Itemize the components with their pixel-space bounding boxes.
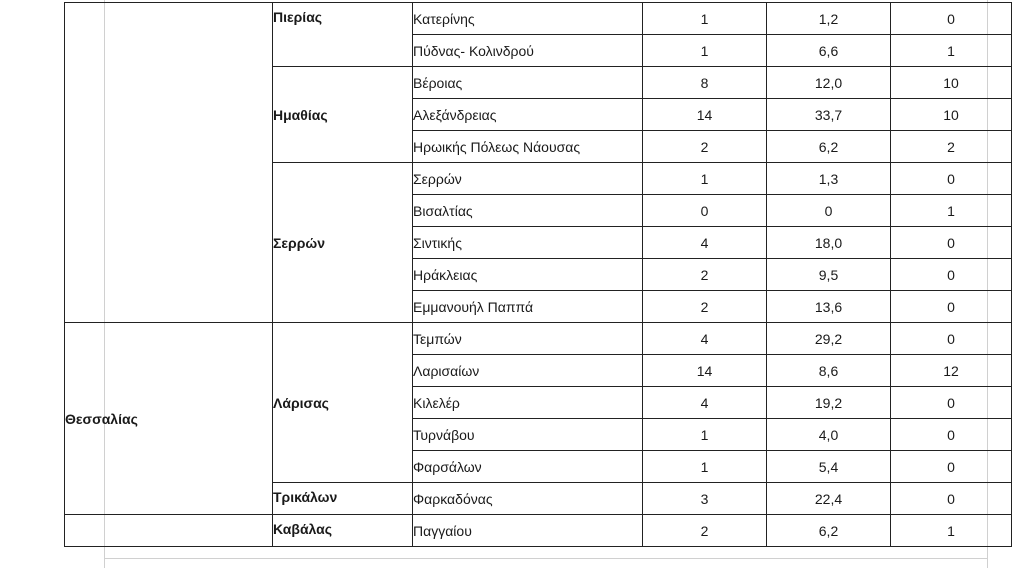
value-cell-c3: 0	[891, 387, 1012, 419]
value-cell-c3: 0	[891, 291, 1012, 323]
value-cell-c1: 2	[643, 131, 767, 163]
value-cell-c1: 4	[643, 227, 767, 259]
municipality-cell: Αλεξάνδρειας	[413, 99, 643, 131]
value-cell-c3: 2	[891, 131, 1012, 163]
regional-unit-cell: Πιερίας	[273, 3, 413, 67]
value-cell-c3: 0	[891, 163, 1012, 195]
value-cell-c3: 1	[891, 35, 1012, 67]
value-cell-c3: 1	[891, 515, 1012, 547]
value-cell-c1: 4	[643, 323, 767, 355]
municipality-cell: Πύδνας- Κολινδρού	[413, 35, 643, 67]
value-cell-c2: 6,2	[767, 515, 891, 547]
regional-unit-cell: Ημαθίας	[273, 67, 413, 163]
municipality-cell: Ηρωικής Πόλεως Νάουσας	[413, 131, 643, 163]
value-cell-c2: 13,6	[767, 291, 891, 323]
table-row	[65, 323, 1012, 355]
regional-unit-cell: Λάρισας	[273, 323, 413, 483]
value-cell-c1: 2	[643, 259, 767, 291]
value-cell-c1: 14	[643, 355, 767, 387]
value-cell-c3: 0	[891, 227, 1012, 259]
regional-unit-cell: Καβάλας	[273, 515, 413, 547]
municipality-cell: Τυρνάβου	[413, 419, 643, 451]
municipality-cell: Βισαλτίας	[413, 195, 643, 227]
table-row	[65, 3, 1012, 35]
value-cell-c1: 4	[643, 387, 767, 419]
municipality-cell: Κιλελέρ	[413, 387, 643, 419]
region-cell	[65, 3, 273, 323]
value-cell-c2: 29,2	[767, 323, 891, 355]
regional-unit-cell: Σερρών	[273, 163, 413, 323]
table-row	[65, 515, 1012, 547]
value-cell-c1: 1	[643, 419, 767, 451]
municipality-cell: Φαρκαδόνας	[413, 483, 643, 515]
value-cell-c3: 0	[891, 3, 1012, 35]
value-cell-c2: 0	[767, 195, 891, 227]
value-cell-c2: 5,4	[767, 451, 891, 483]
value-cell-c2: 1,3	[767, 163, 891, 195]
value-cell-c1: 3	[643, 483, 767, 515]
value-cell-c1: 0	[643, 195, 767, 227]
table-body	[65, 3, 1012, 547]
value-cell-c2: 4,0	[767, 419, 891, 451]
value-cell-c3: 0	[891, 483, 1012, 515]
value-cell-c3: 10	[891, 67, 1012, 99]
value-cell-c3: 1	[891, 195, 1012, 227]
value-cell-c1: 8	[643, 67, 767, 99]
municipality-cell: Κατερίνης	[413, 3, 643, 35]
value-cell-c2: 1,2	[767, 3, 891, 35]
value-cell-c2: 6,6	[767, 35, 891, 67]
region-cell	[65, 515, 273, 547]
region-cell: Θεσσαλίας	[65, 323, 273, 515]
value-cell-c2: 18,0	[767, 227, 891, 259]
value-cell-c2: 12,0	[767, 67, 891, 99]
municipality-cell: Σερρών	[413, 163, 643, 195]
value-cell-c3: 0	[891, 451, 1012, 483]
value-cell-c1: 1	[643, 3, 767, 35]
value-cell-c3: 0	[891, 323, 1012, 355]
value-cell-c1: 1	[643, 163, 767, 195]
value-cell-c3: 10	[891, 99, 1012, 131]
municipality-cell: Βέροιας	[413, 67, 643, 99]
value-cell-c3: 0	[891, 259, 1012, 291]
regional-unit-cell: Τρικάλων	[273, 483, 413, 515]
municipality-cell: Ηράκλειας	[413, 259, 643, 291]
municipality-cell: Τεμπών	[413, 323, 643, 355]
value-cell-c1: 14	[643, 99, 767, 131]
municipality-cell: Σιντικής	[413, 227, 643, 259]
value-cell-c2: 9,5	[767, 259, 891, 291]
value-cell-c2: 8,6	[767, 355, 891, 387]
value-cell-c1: 1	[643, 451, 767, 483]
value-cell-c2: 22,4	[767, 483, 891, 515]
value-cell-c1: 2	[643, 515, 767, 547]
value-cell-c2: 33,7	[767, 99, 891, 131]
municipality-cell: Φαρσάλων	[413, 451, 643, 483]
municipality-cell: Λαρισαίων	[413, 355, 643, 387]
value-cell-c2: 19,2	[767, 387, 891, 419]
value-cell-c3: 0	[891, 419, 1012, 451]
municipality-table	[64, 2, 1012, 547]
municipality-cell: Εμμανουήλ Παππά	[413, 291, 643, 323]
value-cell-c1: 2	[643, 291, 767, 323]
value-cell-c3: 12	[891, 355, 1012, 387]
margin-guide-bottom	[104, 558, 988, 559]
municipality-cell: Παγγαίου	[413, 515, 643, 547]
value-cell-c2: 6,2	[767, 131, 891, 163]
value-cell-c1: 1	[643, 35, 767, 67]
